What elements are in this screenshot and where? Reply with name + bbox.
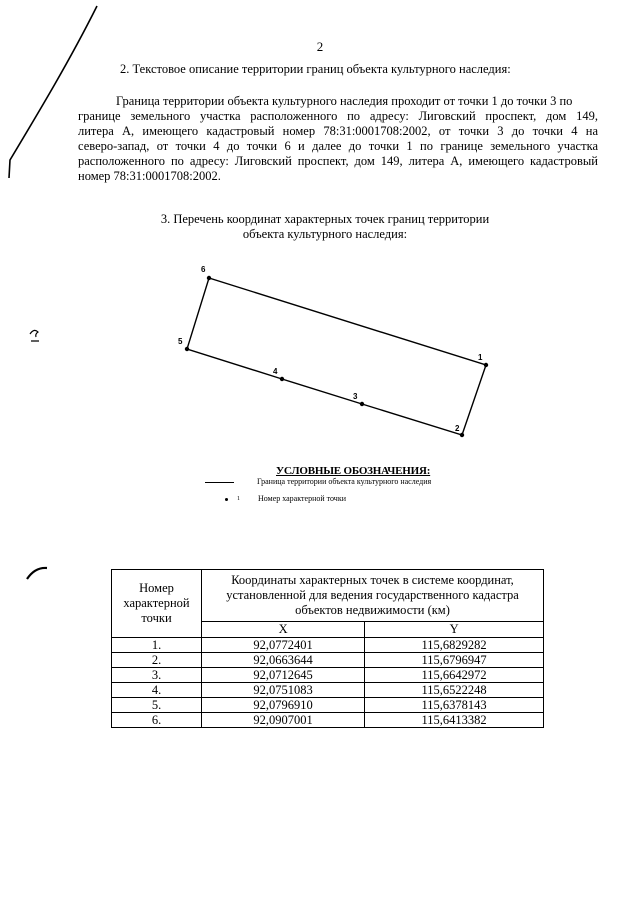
col-point-header: Номер характерной точки [112, 570, 202, 638]
x-value: 92,0796910 [202, 698, 365, 713]
legend-point-row [205, 494, 346, 503]
section-2-heading: 2. Текстовое описание территории границ объекта культурного наследия: [120, 62, 511, 76]
paragraph-line: Граница территории объекта культурного наследия проходит от точки 1 до точки 3 по [116, 94, 573, 108]
col-y-header: Y [365, 622, 544, 638]
boundary-point-4 [280, 377, 284, 381]
boundary-point-2 [460, 433, 464, 437]
y-value: 115,6522248 [365, 683, 544, 698]
row-number: 3. [112, 668, 202, 683]
legend-point-dot-icon [225, 498, 228, 501]
paragraph-line: номер 78:31:0001708:2002. [78, 169, 221, 183]
table-row [112, 713, 544, 728]
x-value: 92,0772401 [202, 638, 365, 653]
coordinates-table [111, 569, 544, 728]
legend-boundary-line-icon [205, 482, 234, 483]
y-value: 115,6413382 [365, 713, 544, 728]
table-row [112, 638, 544, 653]
legend-point-number: 1 [237, 496, 240, 503]
row-number: 6. [112, 713, 202, 728]
point-label-4: 4 [273, 367, 278, 376]
col-x-header: X [202, 622, 365, 638]
section-3-heading [0, 212, 640, 242]
point-label-1: 1 [478, 353, 483, 362]
table-row [112, 683, 544, 698]
section-3-heading-line2: объекта культурного наследия: [242, 227, 408, 241]
boundary-point-3 [360, 402, 364, 406]
col-coords-header: Координаты характерных точек в системе координат, установленной для ведения государственного кадастра объектов недвижимости (км) [202, 570, 544, 622]
legend-title: УСЛОВНЫЕ ОБОЗНАЧЕНИЯ: [276, 465, 431, 477]
page-number: 2 [316, 39, 324, 54]
legend-boundary-label: Граница территории объекта культурного наследия [257, 477, 432, 486]
y-value: 115,6796947 [365, 653, 544, 668]
row-number: 1. [112, 638, 202, 653]
paragraph-line: литера А, имеющего кадастровый номер 78:31:0001708:2002, от точки 3 до точки 4 на [78, 124, 598, 138]
table-row [112, 668, 544, 683]
row-number: 5. [112, 698, 202, 713]
point-label-5: 5 [178, 337, 183, 346]
x-value: 92,0712645 [202, 668, 365, 683]
x-value: 92,0751083 [202, 683, 365, 698]
point-label-2: 2 [455, 424, 460, 433]
y-value: 115,6642972 [365, 668, 544, 683]
boundary-polygon [187, 278, 486, 435]
paragraph-line: северо-запад, от точки 4 до точки 6 и далее до точки 1 по границе земельного участка [78, 139, 598, 153]
point-label-6: 6 [201, 265, 206, 274]
row-number: 2. [112, 653, 202, 668]
x-value: 92,0663644 [202, 653, 365, 668]
legend-boundary-row [205, 477, 431, 486]
section-3-heading-line1: 3. Перечень координат характерных точек границ территории [160, 212, 490, 226]
paragraph-line: границе земельного участка расположенного по адресу: Лиговский проспект, дом 149, [78, 109, 598, 123]
row-number: 4. [112, 683, 202, 698]
table-row [112, 653, 544, 668]
table-row [112, 698, 544, 713]
paragraph-line: расположенного по адресу: Лиговский проспект, дом 149, литера А, имеющего кадастровый [78, 154, 598, 168]
legend-point-label: Номер характерной точки [258, 494, 346, 503]
boundary-point-1 [484, 363, 488, 367]
x-value: 92,0907001 [202, 713, 365, 728]
boundary-point-5 [185, 347, 189, 351]
y-value: 115,6829282 [365, 638, 544, 653]
point-label-3: 3 [353, 392, 358, 401]
y-value: 115,6378143 [365, 698, 544, 713]
boundary-point-6 [207, 276, 211, 280]
